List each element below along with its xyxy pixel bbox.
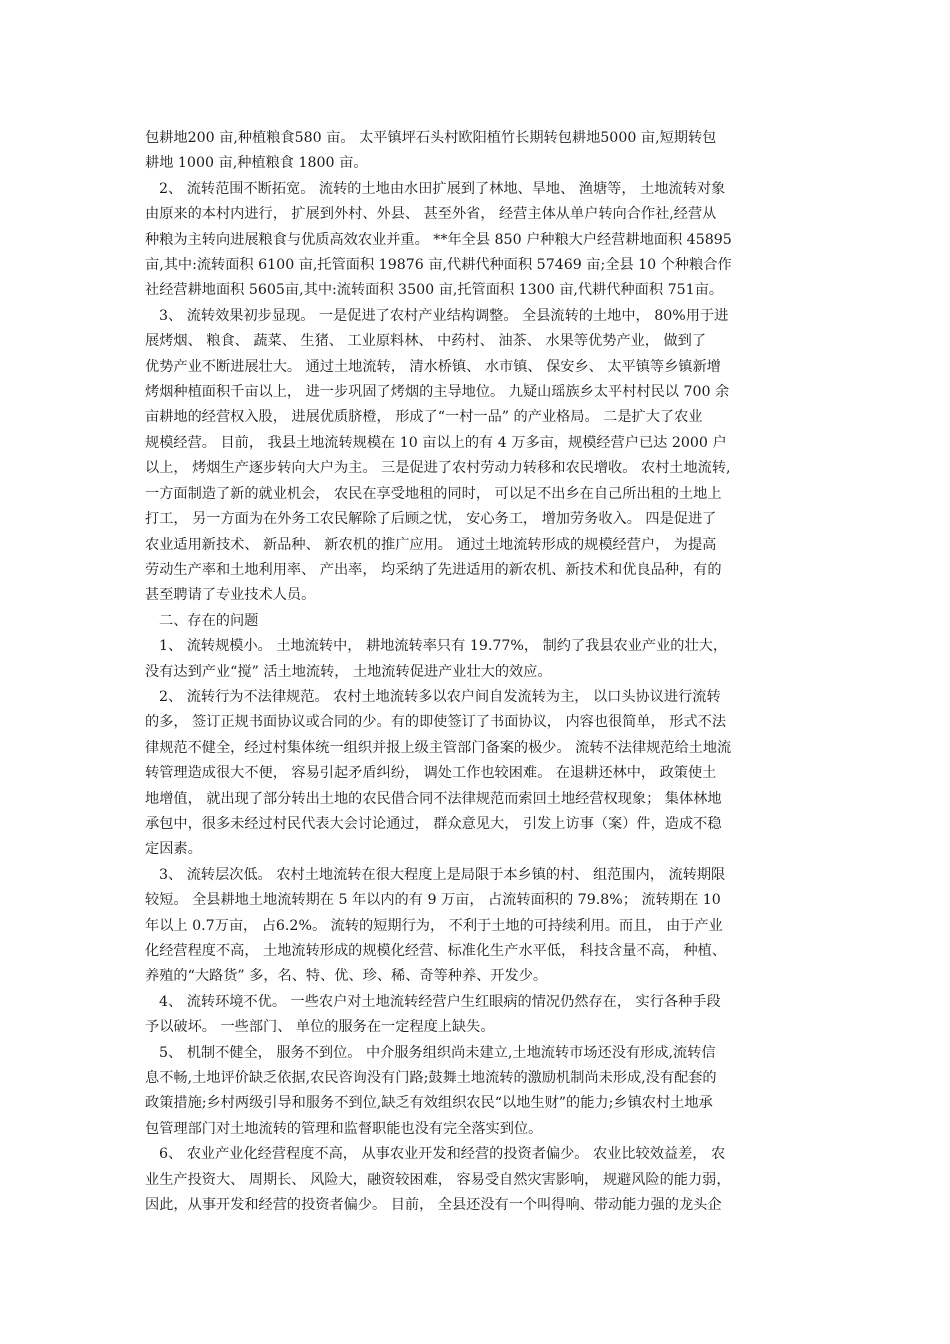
text-line: 律规范不健全，经过村集体统一组织并报上级主管部门备案的极少。 流转不法律规范给土地流 (145, 739, 732, 756)
text-line: 以上， 烤烟生产逐步转向大户为主。 三是促进了农村劳动力转移和农民增收。 农村土地流转, (145, 460, 731, 477)
text-line: 包耕地200 亩,种植粮食580 亩。 太平镇坪石头村欧阳植竹长期转包耕地5000 亩,短期转包 (145, 130, 717, 146)
text-line: 的多， 签订正规书面协议或合同的少。有的即使签订了书面协议， 内容也很简单， 形式不法 (145, 714, 727, 731)
paragraph-problem-5 (145, 1041, 815, 1143)
text-line: 2、 流转行为不法律规范。 农村土地流转多以农户间自发流转为主， 以口头协议进行流转 (159, 688, 721, 705)
text-line: 政策措施;乡村两级引导和服务不到位,缺乏有效组织农民“以地生财”的能力;乡镇农村土地承 (145, 1095, 713, 1112)
paragraph-problem-4 (145, 990, 815, 1041)
text-line: 承包中，很多未经过村民代表大会讨论通过， 群众意见大， 引发上访事（案）件，造成不稳 (145, 815, 722, 832)
text-line: 4、 流转环境不优。 一些农户对土地流转经营户生红眼病的情况仍然存在， 实行各种手段 (159, 993, 721, 1010)
text-line: 劳动生产率和土地利用率、 产出率， 均采纳了先进适用的新农机、新技术和优良品种，有的 (145, 561, 722, 578)
text-line: 化经营程度不高， 土地流转形成的规模化经营、标准化生产水平低， 科技含量不高， 种植、 (145, 943, 727, 959)
text-line: 农业适用新技术、 新品种、 新农机的推广应用。 通过土地流转形成的规模经营户， 为提高 (145, 536, 717, 553)
text-line: 甚至聘请了专业技术人员。 (145, 587, 316, 604)
text-line: 3、 流转层次低。 农村土地流转在很大程度上是局限于本乡镇的村、 组范围内， 流转期限 (159, 866, 726, 883)
text-line: 定因素。 (145, 841, 202, 858)
text-line: 规模经营。 目前， 我县土地流转规模在 10 亩以上的有 4 万多亩，规模经营户已达 2000 户 (145, 434, 727, 451)
text-line: 予以破坏。 一些部门、 单位的服务在一定程度上缺失。 (145, 1019, 495, 1036)
text-line: 优势产业不断进展壮大。 通过土地流转， 清水桥镇、 水市镇、 保安乡、 太平镇等乡镇新增 (145, 358, 721, 375)
text-line: 年以上 0.7万亩， 占6.2%。 流转的短期行为， 不利于土地的可持续利用。而且， 由于产业 (145, 917, 723, 934)
text-line: 因此，从事开发和经营的投资者偏少。 目前， 全县还没有一个叫得响、带动能力强的龙头企 (145, 1197, 722, 1214)
text-line: 1、 流转规模小。 土地流转中， 耕地流转率只有 19.77%， 制约了我县农业产业的壮大， (159, 638, 728, 655)
paragraph-effects (145, 304, 815, 609)
text-line: 养殖的“大路货” 多，名、特、优、珍、稀、奇等种养、开发少。 (145, 968, 548, 985)
text-line: 社经营耕地面积 5605亩,其中:流转面积 3500 亩,托管面积 1300 亩,代耕代种面积 751亩。 (145, 282, 724, 299)
paragraph-problem-2 (145, 685, 815, 863)
text-line: 业生产投资大、 周期长、 风险大，融资较困难， 容易受自然灾害影响， 规避风险的能力弱， (145, 1171, 731, 1188)
paragraph-1-intro (145, 126, 815, 177)
text-line: 打工， 另一方面为在外务工农民解除了后顾之忧， 安心务工， 增加劳务收入。 四是促进了 (145, 511, 717, 528)
text-line: 没有达到产业“搅” 活土地流转， 土地流转促进产业壮大的效应。 (145, 663, 552, 680)
text-line: 2、 流转范围不断拓宽。 流转的土地由水田扩展到了林地、旱地、 渔塘等， 土地流转对象 (159, 180, 726, 197)
text-line: 5、 机制不健全， 服务不到位。 中介服务组织尚未建立,土地流转市场还没有形成,流转信 (159, 1044, 716, 1061)
text-line: 地增值， 就出现了部分转出土地的农民借合同不法律规范而索回土地经营权现象； 集体林地 (145, 790, 722, 807)
text-line: 由原来的本村内进行， 扩展到外村、外县、 甚至外省， 经营主体从单户转向合作社,经营从 (145, 206, 717, 223)
document-body (145, 126, 815, 1218)
text-line: 3、 流转效果初步显现。 一是促进了农村产业结构调整。 全县流转的土地中， 80%用于进 (159, 307, 729, 324)
paragraph-scope-expanding (145, 177, 815, 304)
text-line: 亩耕地的经营权入股， 进展优质脐橙， 形成了“一村一品” 的产业格局。 二是扩大了农业 (145, 409, 703, 426)
text-line: 较短。 全县耕地土地流转期在 5 年以内的有 9 万亩， 占流转面积的 79.8%； 流转期在 10 (145, 892, 721, 909)
paragraph-problem-1 (145, 634, 815, 685)
text-line: 展烤烟、 粮食、 蔬菜、 生猪、 工业原料林、 中药村、 油茶、 水果等优势产业， 做到了 (145, 333, 707, 350)
text-line: 息不畅,土地评价缺乏依据,农民咨询没有门路;鼓舞土地流转的激励机制尚未形成,没有配套的 (145, 1070, 717, 1087)
text-line: 一方面制造了新的就业机会， 农民在享受地租的同时， 可以足不出乡在自己所出租的土地上 (145, 485, 722, 502)
section-heading: 二、存在的问题 (159, 612, 259, 629)
text-line: 包管理部门对土地流转的管理和监督职能也没有完全落实到位。 (145, 1120, 543, 1137)
text-line: 种粮为主转向进展粮食与优质高效农业并重。 **年全县 850 户种粮大户经营耕地面积 45895 (145, 231, 732, 248)
text-line: 转管理造成很大不便， 容易引起矛盾纠纷， 调处工作也较困难。 在退耕还林中， 政策使土 (145, 765, 717, 782)
text-line: 亩,其中:流转面积 6100 亩,托管面积 19876 亩,代耕代种面积 57469 亩;全县 10 个种粮合作 (145, 257, 732, 274)
text-line: 耕地 1000 亩,种植粮食 1800 亩。 (145, 155, 368, 172)
text-line: 6、 农业产业化经营程度不高， 从事农业开发和经营的投资者偏少。 农业比较效益差， 农 (159, 1146, 726, 1163)
section-heading-problems (145, 609, 815, 634)
paragraph-problem-6 (145, 1142, 815, 1218)
text-line: 烤烟种植面积千亩以上， 进一步巩固了烤烟的主导地位。 九疑山瑶族乡太平村村民以 700 余 (145, 384, 730, 401)
paragraph-problem-3 (145, 863, 815, 990)
